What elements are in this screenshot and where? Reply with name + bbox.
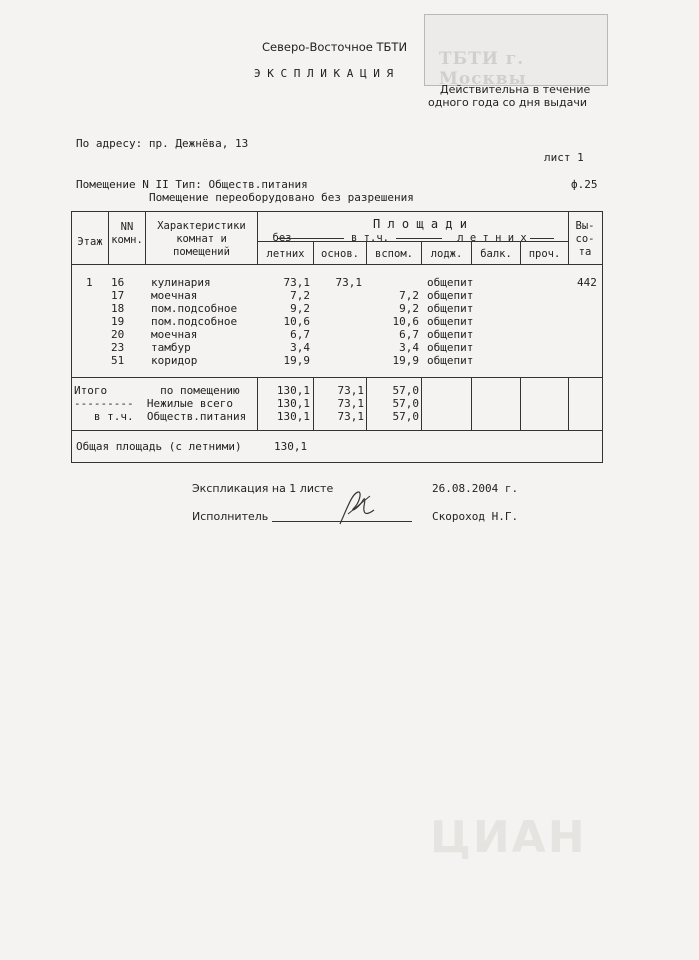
- header-characteristics-3: помещений: [173, 246, 230, 258]
- totals-total: 130,1: [276, 410, 310, 423]
- handwritten-signature: [330, 486, 380, 528]
- premises-line: Помещение N II Тип: Обществ.питания: [76, 178, 308, 191]
- col-divider: [520, 377, 521, 430]
- registry-stamp: [424, 14, 608, 89]
- totals-main: 73,1: [337, 410, 364, 423]
- row-main: 73,1: [335, 276, 362, 289]
- row-aux: 9,2: [399, 302, 419, 315]
- document-date: 26.08.2004 г.: [432, 482, 519, 495]
- stamp-text: ТБТИ г. Москвы: [439, 49, 527, 89]
- row-use: общепит: [427, 328, 474, 341]
- row-aux: 7,2: [399, 289, 419, 302]
- row-room-no: 16: [111, 276, 125, 289]
- header-characteristics: Характеристики: [157, 220, 246, 232]
- totals-main: 73,1: [337, 384, 364, 397]
- validity-line-1: Действительна в течение: [440, 83, 591, 96]
- grand-total-label: Общая площадь (с летними): [76, 440, 242, 453]
- header-balcony: балк.: [480, 248, 512, 260]
- header-characteristics-2: комнат и: [176, 233, 227, 245]
- reconstruction-note: Помещение переоборудовано без разрешения: [149, 191, 414, 204]
- row-use: общепит: [427, 276, 474, 289]
- validity-line-2: одного года со дня выдачи: [428, 96, 587, 109]
- header-including: в т.ч.: [351, 232, 389, 244]
- row-total: 3,4: [290, 341, 310, 354]
- row-room-no: 20: [111, 328, 125, 341]
- sheet-number: лист 1: [544, 151, 584, 164]
- row-use: общепит: [427, 315, 474, 328]
- header-aux: вспом.: [375, 248, 413, 260]
- header-height: Вы-: [575, 220, 595, 232]
- header-floor: Этаж: [77, 236, 103, 248]
- row-room-no: 17: [111, 289, 125, 302]
- header-main: основ.: [321, 248, 359, 260]
- row-name: пом.подсобное: [151, 315, 238, 328]
- sheets-count: Экспликация на 1 листе: [192, 482, 334, 495]
- address-line: По адресу: пр. Дежнёва, 13: [76, 137, 249, 150]
- totals-aux: 57,0: [392, 410, 419, 423]
- row-total: 7,2: [290, 289, 310, 302]
- totals-total: 130,1: [276, 384, 310, 397]
- row-aux: 10,6: [392, 315, 419, 328]
- row-name: кулинария: [151, 276, 211, 289]
- col-divider: [421, 377, 422, 430]
- totals-main: 73,1: [337, 397, 364, 410]
- row-use: общепит: [427, 289, 474, 302]
- executor-name: Скороход Н.Г.: [432, 510, 519, 523]
- row-height: 442: [577, 276, 597, 289]
- row-room-no: 23: [111, 341, 125, 354]
- row-name: моечная: [151, 328, 198, 341]
- organization-name: Северо-Восточное ТБТИ: [262, 40, 408, 54]
- watermark-logo: ЦИАН: [430, 812, 587, 863]
- totals-aux: 57,0: [392, 397, 419, 410]
- row-total: 10,6: [283, 315, 310, 328]
- totals-divider: [71, 377, 602, 378]
- header-summer: л е т н и х: [457, 232, 527, 244]
- totals-total: 130,1: [276, 397, 310, 410]
- executor-label: Исполнитель: [192, 510, 269, 523]
- col-divider: [471, 377, 472, 430]
- row-total: 73,1: [283, 276, 310, 289]
- totals-label: Итого по помещению: [74, 384, 240, 397]
- col-divider: [568, 377, 569, 430]
- row-use: общепит: [427, 354, 474, 367]
- header-room-no-2: комн.: [111, 234, 143, 246]
- row-aux: 3,4: [399, 341, 419, 354]
- header-loggia: лодж.: [430, 248, 463, 260]
- header-no-summer-2: летних: [266, 248, 305, 260]
- totals-label: --------- Нежилые всего: [74, 397, 233, 410]
- document-title: Э К С П Л И К А Ц И Я: [254, 67, 394, 80]
- row-use: общепит: [427, 341, 474, 354]
- row-name: тамбур: [151, 341, 191, 354]
- totals-label: в т.ч. Обществ.питания: [74, 410, 247, 423]
- header-no-summer: без: [272, 232, 292, 244]
- grand-divider: [71, 430, 602, 431]
- row-room-no: 18: [111, 302, 125, 315]
- header-height-3: та: [578, 246, 592, 258]
- grand-total-value: 130,1: [274, 440, 308, 453]
- dash-line: [530, 238, 554, 239]
- row-name: моечная: [151, 289, 198, 302]
- header-room-no: NN: [120, 221, 134, 233]
- header-area: П л о щ а д и: [373, 217, 467, 231]
- row-use: общепит: [427, 302, 474, 315]
- row-name: пом.подсобное: [151, 302, 238, 315]
- row-aux: 6,7: [399, 328, 419, 341]
- row-floor: 1: [86, 276, 93, 289]
- row-aux: 19,9: [392, 354, 419, 367]
- form-code: ф.25: [571, 178, 598, 191]
- row-total: 9,2: [290, 302, 310, 315]
- header-divider: [71, 264, 602, 265]
- dash-line: [278, 238, 344, 239]
- header-height-2: со-: [575, 233, 595, 245]
- row-total: 19,9: [283, 354, 310, 367]
- totals-aux: 57,0: [392, 384, 419, 397]
- row-total: 6,7: [290, 328, 310, 341]
- dash-line: [396, 238, 442, 239]
- row-room-no: 51: [111, 354, 125, 367]
- row-room-no: 19: [111, 315, 125, 328]
- header-other: проч.: [528, 248, 561, 260]
- row-name: коридор: [151, 354, 198, 367]
